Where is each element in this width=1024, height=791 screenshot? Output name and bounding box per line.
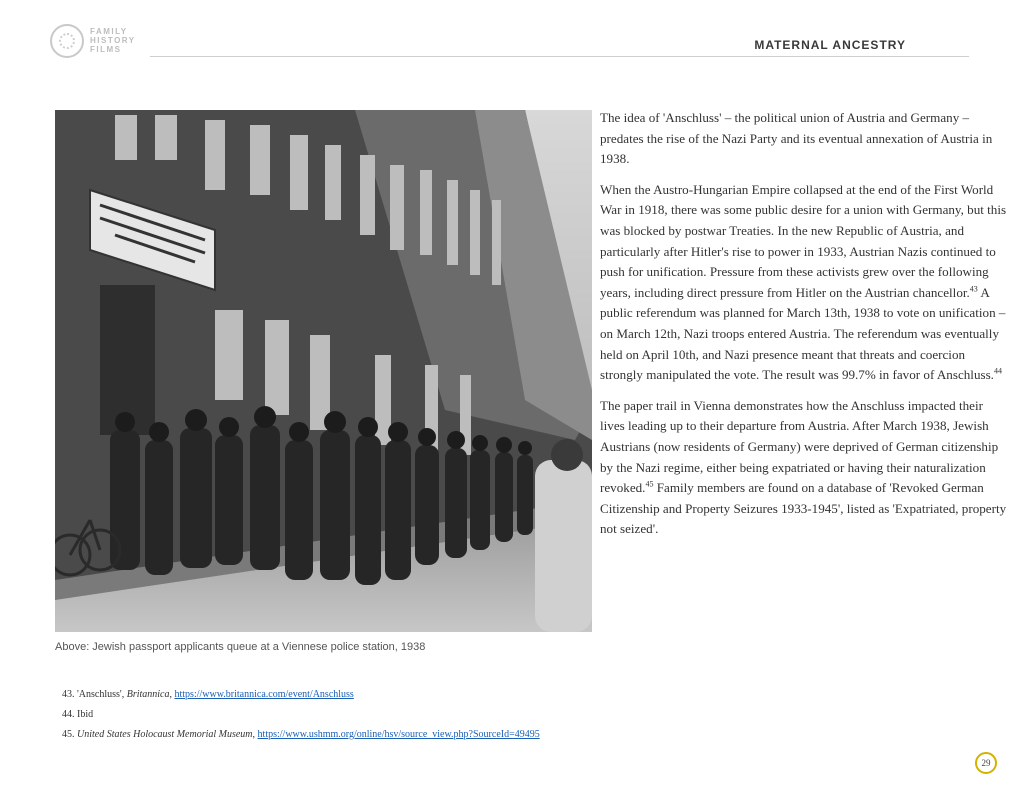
photo-caption: Above: Jewish passport applicants queue at a Viennese police station, 1938 (55, 641, 426, 653)
footnote-ref-43[interactable]: 43 (969, 284, 978, 294)
logo-wordmark (90, 27, 160, 54)
page-number-badge: 29 (975, 752, 997, 774)
footnote-44 (62, 705, 540, 725)
footnote-link[interactable]: https://www.ushmm.org/online/hsv/source_view.php?SourceId=49495 (257, 729, 540, 740)
footnote-number: 45. (62, 729, 75, 740)
article-body (600, 108, 1010, 550)
footnote-source: Ibid (77, 709, 94, 720)
family-history-films-logo (50, 24, 160, 64)
footnote-ref-45[interactable]: 45 (645, 479, 654, 489)
paragraph-anschluss-idea: The idea of 'Anschluss' – the political union of Austria and Germany – predates the rise of the Nazi Party and its eventual annexation of Austria in 1938. (600, 110, 993, 167)
footnote-separator: , (252, 729, 258, 740)
logo-line-family: FAMILY (90, 27, 128, 36)
logo-emblem-icon (50, 24, 84, 58)
header-divider (150, 56, 969, 57)
footnote-45 (62, 725, 540, 745)
footnote-source: 'Anschluss', (77, 689, 127, 700)
logo-line-films: FILMS (90, 45, 122, 54)
paragraph-paper-trail-part1: The paper trail in Vienna demonstrates how the Anschluss impacted their lives leading up to their departure from Austria. After March 1938, Jewish Austrians (now residents of Germany) were deprived of German citizenship by the Nazi regime, either being expatriated or having their naturalization revoked. (600, 397, 999, 496)
paragraph-history-part1: When the Austro-Hungarian Empire collapsed at the end of the First World War in 1918, there was some public desire for a union with Germany, but this was blocked by postwar Treaties. In the new Republic of Austria, and particularly after Hitler's rise to power in 1933, Austrian Nazis continued to push for unification. Pressure from these activists grew over the following years, including direct pressure from Hitler on the Austrian chancellor. (600, 181, 1007, 300)
paragraph-history-part2: A public referendum was planned for March 13th, 1938 to vote on unification – on March 12th, Nazi troops entered Austria. The referendum was eventually held on April 10th, and Nazi presence meant that threats and coercion strongly manipulated the vote. The result was 99.7% in favor of Anschluss. (600, 284, 1006, 383)
footnote-source-italic: United States Holocaust Memorial Museum (77, 729, 253, 740)
paragraph-paper-trail-part2: Family members are found on a database of 'Revoked German Citizenship and Property Seizures 1933-1945', listed as 'Expatriated, property not seized'. (600, 480, 1007, 537)
footnote-link[interactable]: https://www.britannica.com/event/Anschluss (174, 689, 354, 700)
paragraph-paper-trail (600, 396, 1010, 540)
footnote-number: 44. (62, 709, 75, 720)
footnote-separator: , (169, 689, 175, 700)
section-title: MATERNAL ANCESTRY (754, 38, 906, 52)
footnote-43 (62, 685, 540, 705)
footnote-source-italic: Britannica (126, 689, 170, 700)
footnote-ref-44[interactable]: 44 (993, 366, 1002, 376)
paragraph-history (600, 180, 1010, 386)
footnote-number: 43. (62, 689, 75, 700)
footnotes (62, 685, 540, 745)
logo-line-history: HISTORY (90, 36, 136, 45)
historical-photo-queue (55, 110, 592, 632)
